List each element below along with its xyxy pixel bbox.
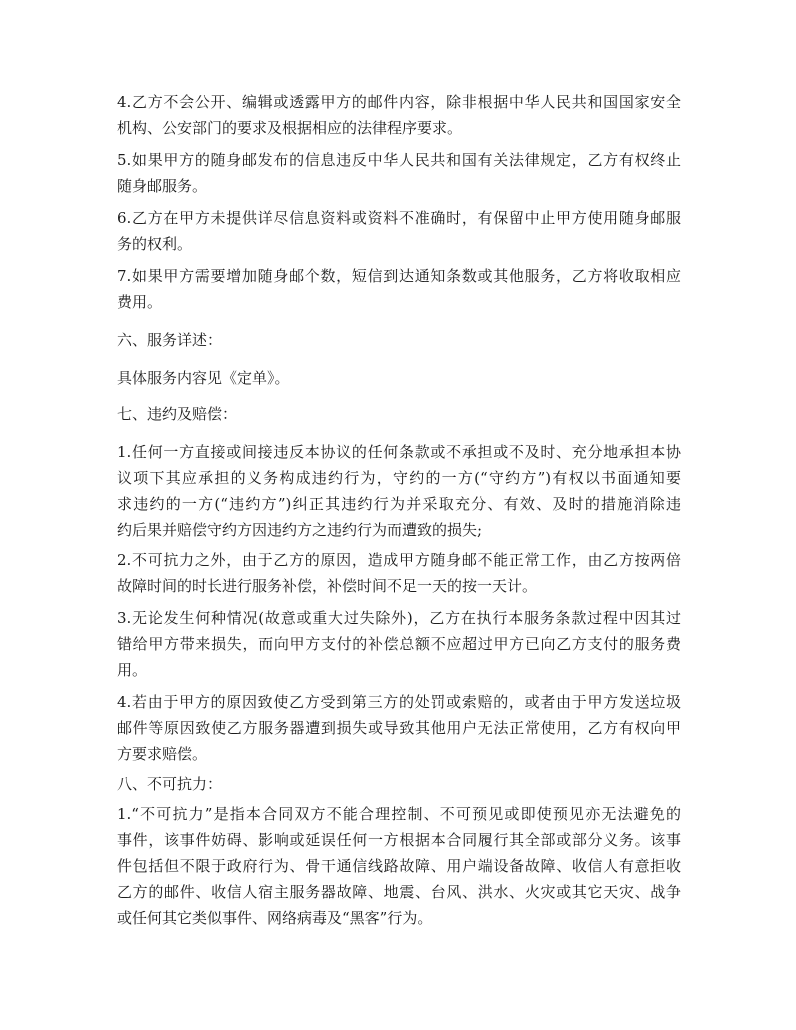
text-line: 或任何其它类似事件、网络病毒及“黑客”行为。 [117,909,433,927]
text-line: 件包括但不限于政府行为、骨干通信线路故障、用户端设备故障、收信人有意拒收 [117,857,681,875]
text-line: 6.乙方在甲方未提供详尽信息资料或资料不准确时，有保留中止甲方使用随身邮服 [117,209,681,227]
text-line: 约后果并赔偿守约方因违约方之违约行为而遭致的损失; [117,521,483,539]
text-line: 3.无论发生何种情况(故意或重大过失除外)，乙方在执行本服务条款过程中因其过 [117,609,681,627]
text-line: 事件，该事件妨碍、影响或延误任何一方根据本合同履行其全部或部分义务。该事 [117,831,681,849]
clause-item-6 [117,205,681,257]
text-line: 用。 [117,661,148,679]
text-line: 方要求赔偿。 [117,745,208,763]
force-majeure-item-1 [117,801,681,931]
text-line: 7.如果甲方需要增加随身邮个数，短信到达通知条数或其他服务，乙方将收取相应 [117,267,681,285]
text-line: 机构、公安部门的要求及根据相应的法律程序要求。 [117,119,463,137]
text-line: 议项下其应承担的义务构成违约行为，守约的一方(“守约方”)有权以书面通知要 [117,469,681,487]
text-line: 务的权利。 [117,235,193,253]
section-body-service-details [117,365,681,391]
breach-item-1 [117,439,681,543]
text-line: 故障时间的时长进行服务补偿，补偿时间不足一天的按一天计。 [117,577,538,595]
section-heading-service-details [117,327,681,353]
text-line: 乙方的邮件、收信人宿主服务器故障、地震、台风、洪水、火灾或其它天灾、战争 [117,883,681,901]
text-line: 求违约的一方(“违约方”)纠正其违约行为并采取充分、有效、及时的措施消除违 [117,495,681,513]
section-heading-force-majeure [117,771,681,797]
section-heading: 七、违约及赔偿： [117,405,238,423]
clause-item-4 [117,89,681,141]
section-heading: 八、不可抗力： [117,775,223,793]
text-line: 1.“不可抗力”是指本合同双方不能合理控制、不可预见或即使预见亦无法避免的 [117,805,681,823]
text-line: 2.不可抗力之外，由于乙方的原因，造成甲方随身邮不能正常工作，由乙方按两倍 [117,551,681,569]
text-line: 4.乙方不会公开、编辑或透露甲方的邮件内容，除非根据中华人民共和国国家安全 [117,93,681,111]
section-heading-breach [117,401,681,427]
text-line: 随身邮服务。 [117,177,208,195]
document-body [117,89,681,931]
text-line: 4.若由于甲方的原因致使乙方受到第三方的处罚或索赔的，或者由于甲方发送垃圾 [117,693,681,711]
breach-item-4 [117,689,681,767]
breach-item-3 [117,605,681,683]
text-line: 费用。 [117,293,163,311]
text-line: 5.如果甲方的随身邮发布的信息违反中华人民共和国有关法律规定，乙方有权终止 [117,151,681,169]
breach-item-2 [117,547,681,599]
text-line: 具体服务内容见《定单》。 [117,369,290,387]
text-line: 错给甲方带来损失，而向甲方支付的补偿总额不应超过甲方已向乙方支付的服务费 [117,635,681,653]
text-line: 邮件等原因致使乙方服务器遭到损失或导致其他用户无法正常使用，乙方有权向甲 [117,719,681,737]
clause-item-7 [117,263,681,315]
text-line: 1.任何一方直接或间接违反本协议的任何条款或不承担或不及时、充分地承担本协 [117,443,681,461]
section-heading: 六、服务详述： [117,331,223,349]
clause-item-5 [117,147,681,199]
